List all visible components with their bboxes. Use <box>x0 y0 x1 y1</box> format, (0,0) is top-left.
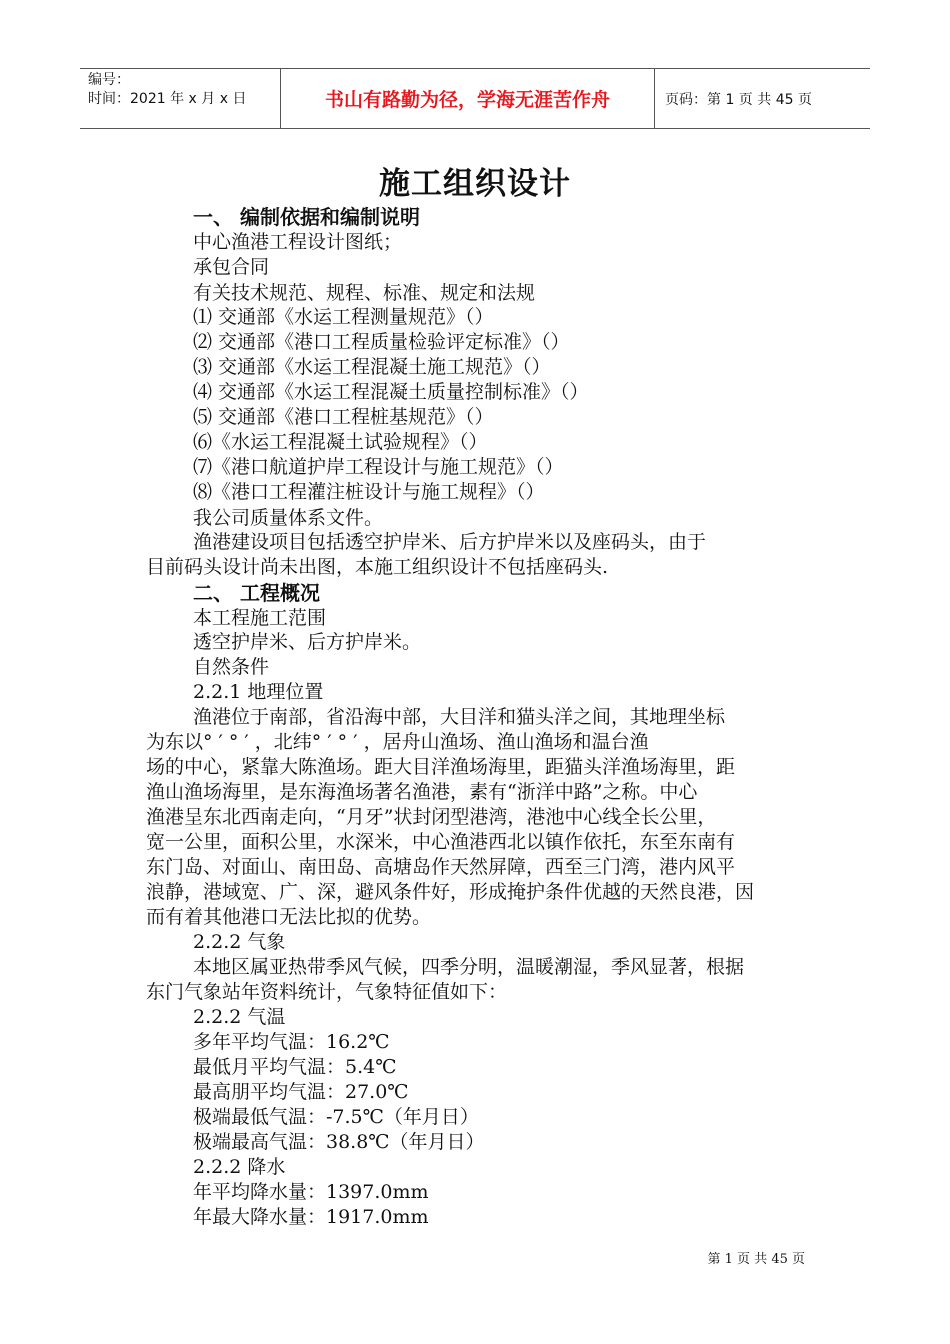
body-line: ⑶ 交通部《水运工程混凝土施工规范》（） <box>193 356 551 378</box>
body-line: 承包合同 <box>193 256 270 278</box>
body-line: 有关技术规范、规程、标准、规定和法规 <box>193 282 536 304</box>
body-line: 年最大降水量：1917.0mm <box>193 1206 429 1228</box>
body-line: 自然条件 <box>193 656 270 678</box>
body-line: 浪静，港域宽、广、深，避风条件好，形成掩护条件优越的天然良港，因 <box>146 881 755 903</box>
body-line: 极端最高气温：38.8℃（年月日） <box>193 1131 485 1153</box>
body-line: ⑹《水运工程混凝土试验规程》（） <box>193 431 488 453</box>
body-line: 最低月平均气温：5.4℃ <box>193 1056 397 1078</box>
body-line: 渔山渔场海里，是东海渔场著名渔港，素有“浙洋中路”之称。中心 <box>146 781 698 803</box>
body-line: 场的中心，紧靠大陈渔场。距大目洋渔场海里，距猫头洋渔场海里，距 <box>146 756 736 778</box>
time-label: 时间：2021 年 x 月 x 日 <box>88 91 247 107</box>
body-line: 渔港呈东北西南走向，“月牙”状封闭型港湾，港池中心线全长公里， <box>146 806 717 828</box>
body-line: 本地区属亚热带季风气候，四季分明，温暖潮湿，季风显著，根据 <box>193 956 745 978</box>
body-line: 而有着其他港口无法比拟的优势。 <box>146 906 432 928</box>
document-header <box>80 68 870 129</box>
body-line: ⑻《港口工程灌注桩设计与施工规程》（） <box>193 481 545 503</box>
body-line: 本工程施工范围 <box>193 607 327 629</box>
header-page-info: 页码：第 1 页 共 45 页 <box>665 91 812 108</box>
body-line: ⑵ 交通部《港口工程质量检验评定标准》（） <box>193 331 570 353</box>
section-heading: 二、 工程概况 <box>193 581 320 605</box>
body-line: 渔港建设项目包括透空护岸米、后方护岸米以及座码头，由于 <box>193 531 707 553</box>
body-line: ⑷ 交通部《水运工程混凝土质量控制标准》（） <box>193 381 589 403</box>
body-line: 2.2.2 降水 <box>193 1156 286 1178</box>
body-line: 2.2.2 气温 <box>193 1006 286 1028</box>
body-line: ⑺《港口航道护岸工程设计与施工规范》（） <box>193 456 564 478</box>
body-line: 目前码头设计尚未出图，本施工组织设计不包括座码头. <box>146 556 609 578</box>
body-line: 为东以° ′ ° ′ ，北纬° ′ ° ′ ，居舟山渔场、渔山渔场和温台渔 <box>146 731 649 753</box>
body-line: 2.2.1 地理位置 <box>193 681 324 703</box>
body-line: 东门气象站年资料统计，气象特征值如下： <box>146 981 508 1003</box>
body-line: ⑸ 交通部《港口工程桩基规范》（） <box>193 406 494 428</box>
body-line: 最高朋平均气温：27.0℃ <box>193 1081 409 1103</box>
body-line: 极端最低气温：-7.5℃（年月日） <box>193 1106 479 1128</box>
body-line: 宽一公里，面积公里，水深米，中心渔港西北以镇作依托，东至东南有 <box>146 831 736 853</box>
body-line: 年平均降水量：1397.0mm <box>193 1181 429 1203</box>
header-motto: 书山有路勤为径，学海无涯苦作舟 <box>281 69 655 128</box>
header-meta <box>80 69 281 128</box>
document-title: 施工组织设计 <box>379 166 571 202</box>
section-heading: 一、 编制依据和编制说明 <box>193 205 420 229</box>
body-line: 透空护岸米、后方护岸米。 <box>193 631 422 653</box>
body-line: ⑴ 交通部《水运工程测量规范》（） <box>193 306 494 328</box>
body-line: 多年平均气温：16.2℃ <box>193 1031 390 1053</box>
body-line: 东门岛、对面山、南田岛、高塘岛作天然屏障，西至三门湾，港内风平 <box>146 856 736 878</box>
body-line: 渔港位于南部，省沿海中部，大目洋和猫头洋之间，其地理坐标 <box>193 706 726 728</box>
body-line: 中心渔港工程设计图纸； <box>193 231 403 253</box>
body-line: 我公司质量体系文件。 <box>193 507 384 529</box>
number-label: 编号： <box>88 72 130 88</box>
page-footer: 第 1 页 共 45 页 <box>707 1252 805 1267</box>
body-line: 2.2.2 气象 <box>193 931 286 953</box>
